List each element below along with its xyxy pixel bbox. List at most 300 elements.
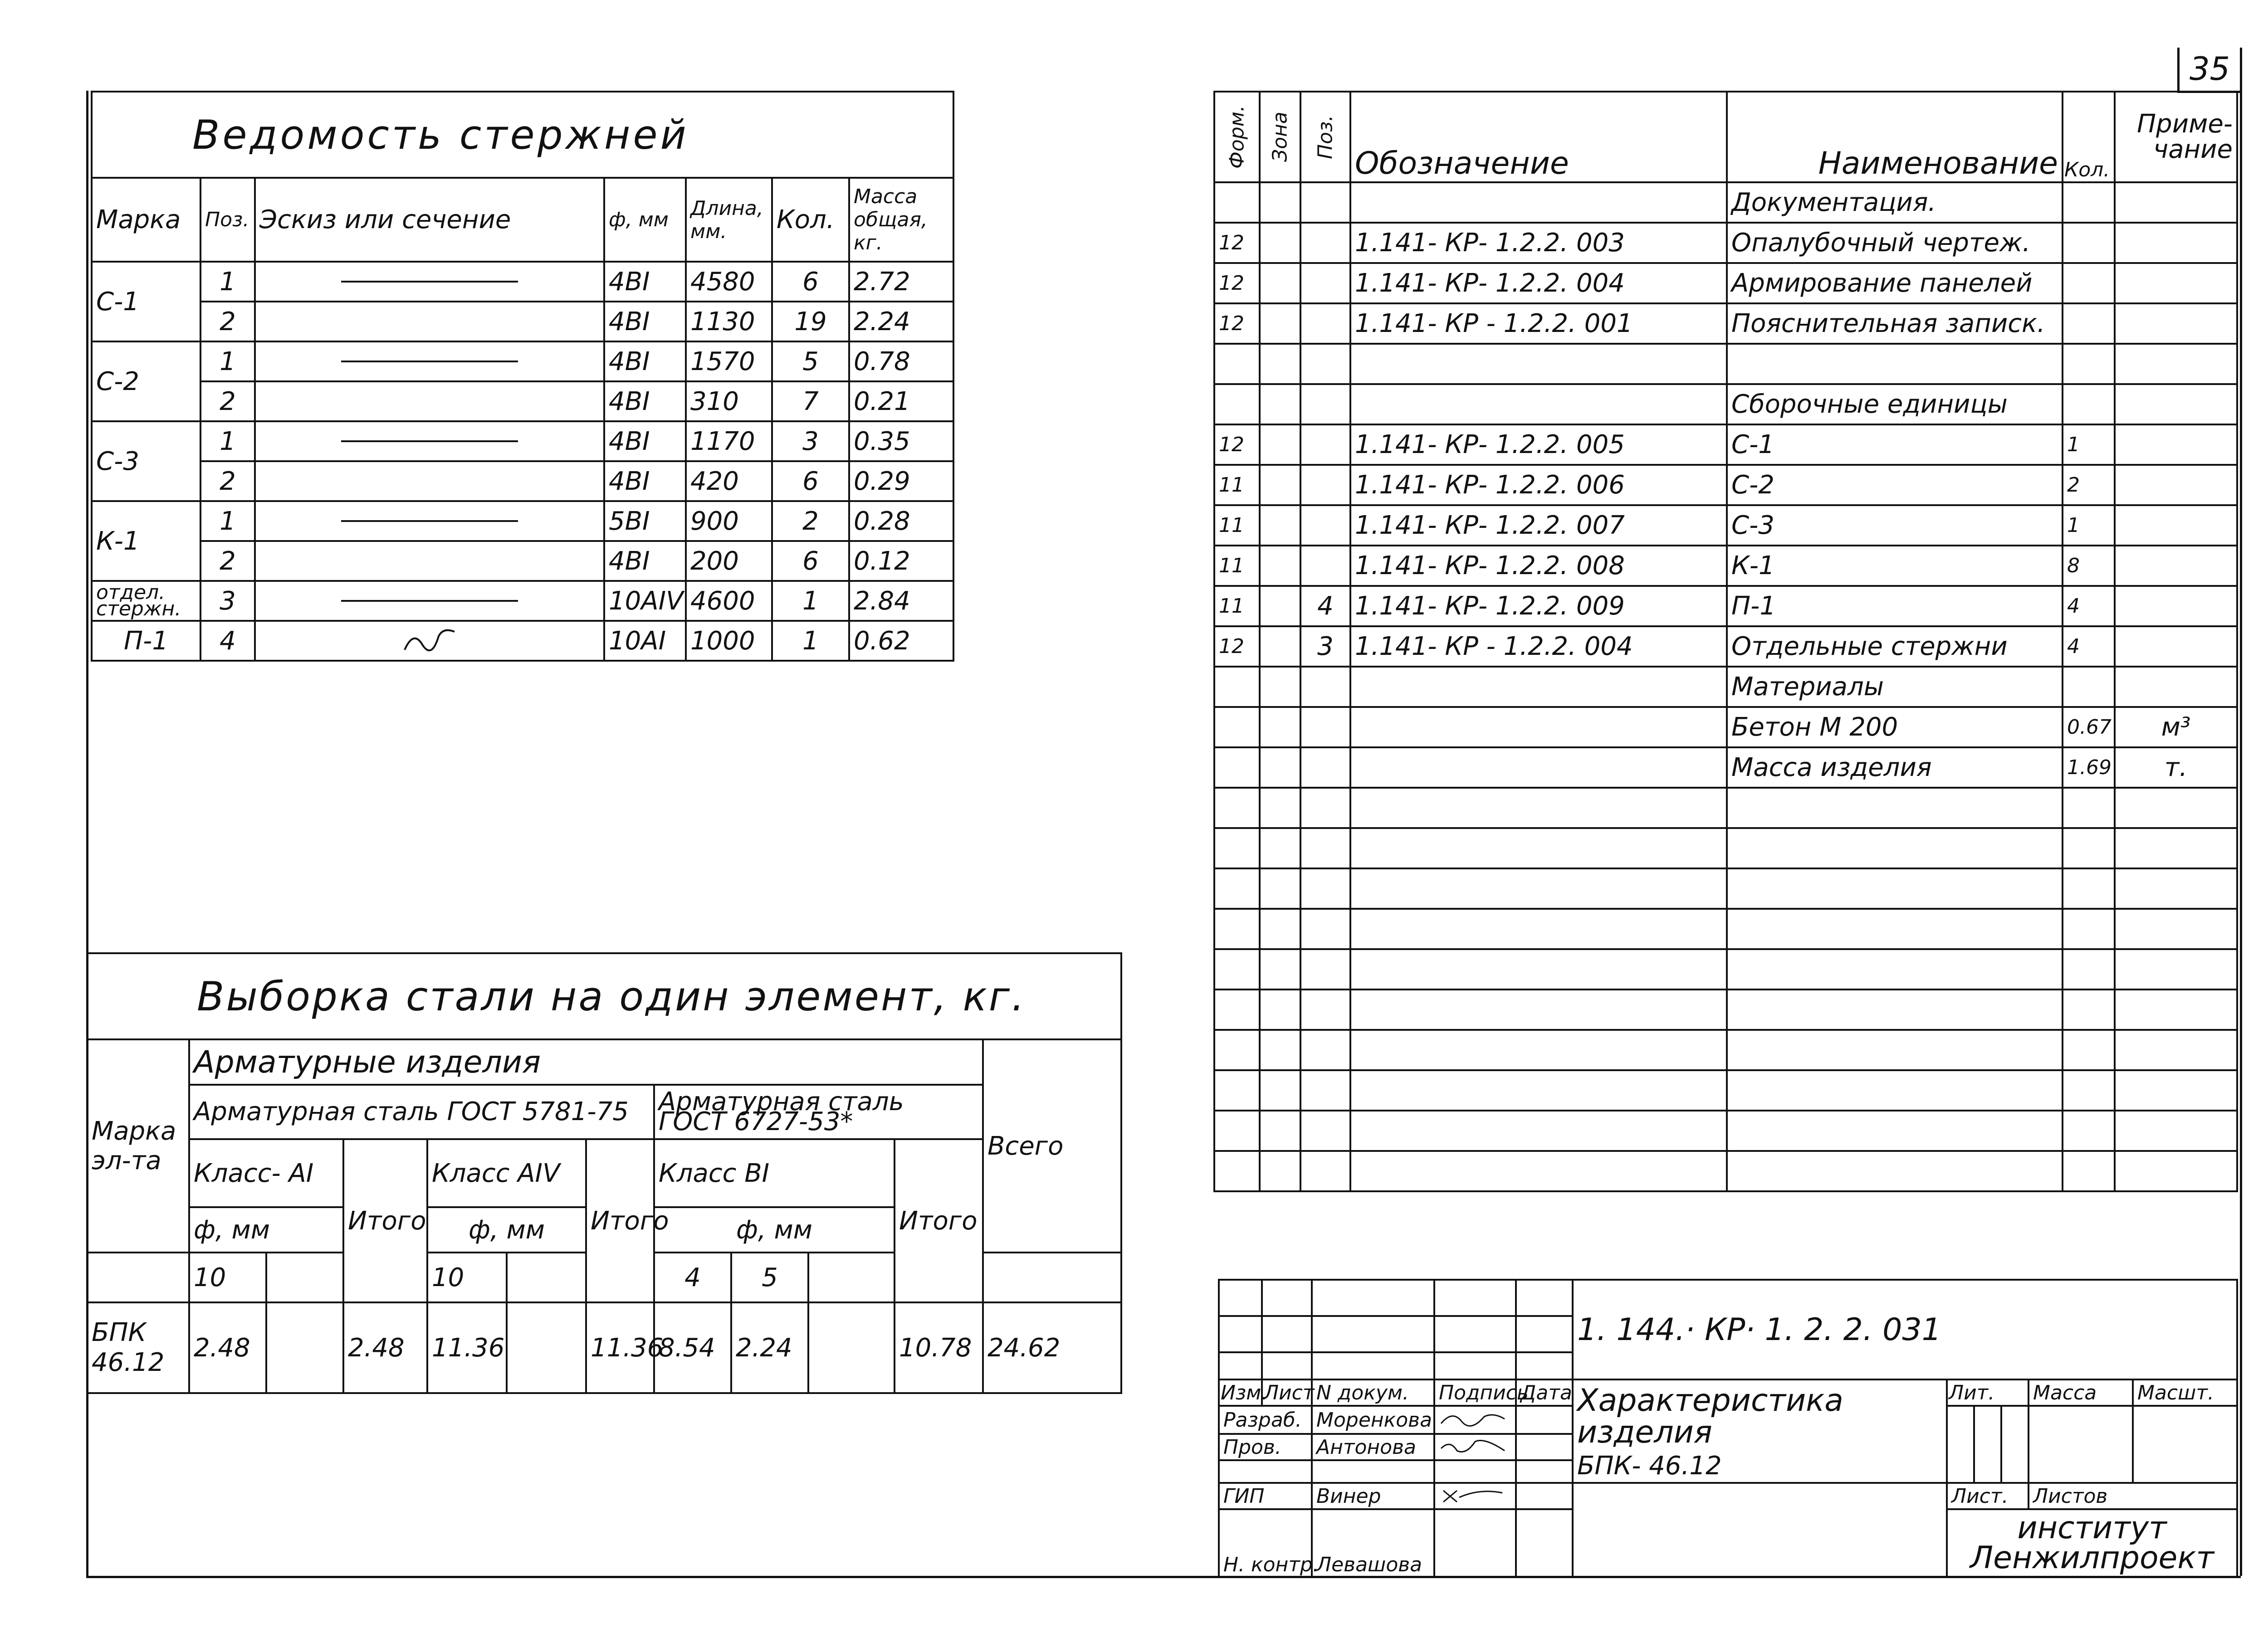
tb-signature: [1434, 1406, 1516, 1434]
spec-zone: [1260, 1151, 1300, 1191]
spec-designation: [1350, 182, 1727, 223]
a1-diam-value: 10: [189, 1253, 266, 1302]
spec-pos: [1300, 788, 1350, 828]
spec-qty: 2: [2063, 465, 2115, 505]
spec-pos: [1300, 384, 1350, 424]
spec-designation: [1350, 989, 1727, 1030]
spec-note: м³: [2115, 707, 2237, 747]
tb-cell: [1516, 1434, 1573, 1460]
bar-diam: 10АI: [604, 621, 686, 661]
steel-all-header: Всего: [983, 1039, 1121, 1253]
tb-cell: [2133, 1406, 2237, 1483]
spec-note: [2115, 263, 2237, 303]
bar-sketch: [255, 581, 604, 621]
spec-format: [1214, 707, 1260, 747]
spec-row: [1214, 626, 2237, 667]
bar-qty: 3: [772, 421, 849, 461]
spec-qty: [2063, 1151, 2115, 1191]
bar-diam: 4ВI: [604, 381, 686, 421]
spec-zone: [1260, 949, 1300, 989]
class-b1-header: Класс ВI: [654, 1139, 894, 1207]
tb-cell: [1516, 1460, 1573, 1483]
steel-all: 24.62: [983, 1302, 1121, 1393]
bar-qty: 19: [772, 302, 849, 341]
spec-name: [1727, 1111, 2063, 1151]
spec-zone: [1260, 182, 1300, 223]
bar-diam: 4ВI: [604, 461, 686, 501]
tb-cell: [1516, 1509, 1573, 1577]
spec-name: [1727, 1030, 2063, 1070]
header-sketch: Эскиз или сечение: [255, 178, 604, 262]
spec-pos: 4: [1300, 586, 1350, 626]
bar-pos: 4: [200, 621, 255, 661]
spec-designation: [1350, 949, 1727, 989]
spec-zone: [1260, 586, 1300, 626]
tb-cell: [1516, 1316, 1573, 1352]
spec-name: Масса изделия: [1727, 747, 2063, 788]
straight-bar-icon: [341, 281, 518, 283]
spec-pos: [1300, 667, 1350, 707]
spec-designation: 1.141- КР- 1.2.2. 004: [1350, 263, 1727, 303]
spec-note: [2115, 384, 2237, 424]
bar-sketch: [255, 302, 604, 341]
bar-qty: 5: [772, 341, 849, 381]
bar-pos: 1: [200, 262, 255, 302]
header-length: Длина, мм.: [686, 178, 772, 262]
bar-sketch: [255, 421, 604, 461]
spec-pos: [1300, 546, 1350, 586]
spec-note: [2115, 1070, 2237, 1111]
spec-format: [1214, 909, 1260, 949]
tb-role: Н. контр.: [1219, 1509, 1312, 1577]
spec-designation: [1350, 1070, 1727, 1111]
spec-format: 12: [1214, 303, 1260, 344]
spec-designation: [1350, 707, 1727, 747]
tb-cell: [1573, 1483, 1947, 1577]
tb-org1: институт: [2017, 1510, 2167, 1546]
bar-length: 200: [686, 541, 772, 581]
spec-name: Сборочные единицы: [1727, 384, 2063, 424]
spec-format: [1214, 182, 1260, 223]
steel-b1-total: 10.78: [894, 1302, 983, 1393]
spec-header-zone: Зона: [1260, 92, 1300, 182]
bar-sketch: [255, 262, 604, 302]
spec-note: [2115, 788, 2237, 828]
bar-qty: 2: [772, 501, 849, 541]
spec-zone: [1260, 384, 1300, 424]
spec-row: [1214, 949, 2237, 989]
tb-cell: [1516, 1280, 1573, 1316]
spec-pos: [1300, 505, 1350, 546]
spec-qty: [2063, 868, 2115, 909]
spec-pos: [1300, 424, 1350, 465]
class-a4-header: Класс АIV: [427, 1139, 586, 1207]
spec-format: [1214, 989, 1260, 1030]
steel-group-header: Арматурные изделия: [189, 1039, 983, 1085]
bar-length: 1130: [686, 302, 772, 341]
bar-pos: 1: [200, 421, 255, 461]
spec-row: [1214, 707, 2237, 747]
spec-row: [1214, 868, 2237, 909]
bar-mass: 2.24: [849, 302, 953, 341]
spec-format: 11: [1214, 586, 1260, 626]
spec-row: [1214, 424, 2237, 465]
spec-zone: [1260, 223, 1300, 263]
spec-table: [1213, 91, 2238, 1192]
class-a1-header: Класс- АI: [189, 1139, 343, 1207]
spec-qty: [2063, 1111, 2115, 1151]
title-block: [1218, 1279, 2238, 1578]
spec-format: [1214, 868, 1260, 909]
spec-zone: [1260, 707, 1300, 747]
spec-name: [1727, 989, 2063, 1030]
spec-name: Отдельные стержни: [1727, 626, 2063, 667]
spec-zone: [1260, 747, 1300, 788]
tb-cell: [1434, 1509, 1516, 1577]
spec-zone: [1260, 788, 1300, 828]
steel-mark-header: Марка эл-та: [87, 1039, 189, 1253]
tb-cell: [1312, 1352, 1434, 1379]
spec-zone: [1260, 828, 1300, 868]
spec-designation: 1.141- КР- 1.2.2. 006: [1350, 465, 1727, 505]
spec-pos: [1300, 465, 1350, 505]
spec-name: [1727, 909, 2063, 949]
tb-cell: [1434, 1460, 1516, 1483]
bar-length: 1000: [686, 621, 772, 661]
spec-qty: 1.69: [2063, 747, 2115, 788]
tb-signature: [1434, 1434, 1516, 1460]
spec-pos: [1300, 909, 1350, 949]
spec-pos: [1300, 1151, 1350, 1191]
spec-format: [1214, 667, 1260, 707]
spec-qty: [2063, 1070, 2115, 1111]
spec-qty: [2063, 344, 2115, 384]
signature-icon: [1439, 1486, 1507, 1504]
bar-sketch: [255, 501, 604, 541]
spec-qty: 1: [2063, 424, 2115, 465]
spec-pos: [1300, 182, 1350, 223]
spec-note: [2115, 1030, 2237, 1070]
spec-qty: [2063, 667, 2115, 707]
bar-diam: 4ВI: [604, 341, 686, 381]
bar-diam: 5ВI: [604, 501, 686, 541]
bar-qty: 6: [772, 262, 849, 302]
tb-sheet: Лист.: [1947, 1483, 2028, 1509]
spec-row: [1214, 747, 2237, 788]
bar-mark: П-1: [92, 621, 200, 661]
bar-mass: 0.78: [849, 341, 953, 381]
a4-diam-empty: [507, 1253, 586, 1302]
spec-format: [1214, 344, 1260, 384]
spec-row: [1214, 303, 2237, 344]
b1-diam-header: ф, мм: [654, 1207, 894, 1253]
tb-person: Винер: [1312, 1483, 1434, 1509]
spec-designation: [1350, 828, 1727, 868]
tb-lit: Лит.: [1947, 1379, 2028, 1406]
bar-mass: 0.28: [849, 501, 953, 541]
spec-pos: [1300, 949, 1350, 989]
tb-cell: [1312, 1316, 1434, 1352]
spec-pos: [1300, 263, 1350, 303]
spec-qty: [2063, 223, 2115, 263]
spec-name: Бетон М 200: [1727, 707, 2063, 747]
bar-length: 1170: [686, 421, 772, 461]
spec-zone: [1260, 1111, 1300, 1151]
bar-mark: С-2: [92, 341, 200, 421]
tb-product: БПК- 46.12: [1577, 1451, 1722, 1481]
spec-header-designation: Обозначение: [1350, 92, 1727, 182]
spec-note: [2115, 586, 2237, 626]
bar-mass: 0.35: [849, 421, 953, 461]
spec-pos: [1300, 868, 1350, 909]
spec-pos: [1300, 1030, 1350, 1070]
spec-qty: [2063, 182, 2115, 223]
spec-row: [1214, 909, 2237, 949]
spec-designation: [1350, 344, 1727, 384]
spec-note: [2115, 182, 2237, 223]
b1-diam-empty: [808, 1253, 894, 1302]
tb-cell: [2001, 1406, 2028, 1483]
tb-person: [1312, 1460, 1434, 1483]
tb-cell: [1516, 1352, 1573, 1379]
spec-note: [2115, 868, 2237, 909]
spec-designation: 1.141- КР- 1.2.2. 009: [1350, 586, 1727, 626]
tb-cell: [1219, 1280, 1262, 1316]
spec-note: [2115, 1151, 2237, 1191]
bar-pos: 1: [200, 341, 255, 381]
bar-sketch: [255, 541, 604, 581]
spec-designation: [1350, 909, 1727, 949]
bar-mass: 2.84: [849, 581, 953, 621]
spec-designation: 1.141- КР- 1.2.2. 003: [1350, 223, 1727, 263]
tb-person: Левашова: [1312, 1509, 1434, 1577]
header-mark: Марка: [92, 178, 200, 262]
spec-qty: 0.67: [2063, 707, 2115, 747]
spec-header-qty: Кол.: [2063, 92, 2115, 182]
spec-format: [1214, 384, 1260, 424]
spec-note: т.: [2115, 747, 2237, 788]
tb-org: [1947, 1509, 2237, 1577]
tb-cell: [1947, 1406, 1974, 1483]
straight-bar-icon: [341, 440, 518, 442]
spec-name: С-1: [1727, 424, 2063, 465]
spec-note: [2115, 949, 2237, 989]
spec-zone: [1260, 344, 1300, 384]
bar-mark: отдел. стержн.: [92, 581, 200, 621]
steel-table: [86, 952, 1122, 1394]
spec-row: [1214, 384, 2237, 424]
spec-designation: 1.141- КР- 1.2.2. 008: [1350, 546, 1727, 586]
spec-zone: [1260, 546, 1300, 586]
tb-role: [1219, 1460, 1312, 1483]
spec-qty: [2063, 909, 2115, 949]
spec-format: 12: [1214, 626, 1260, 667]
spec-row: [1214, 989, 2237, 1030]
spec-row: [1214, 546, 2237, 586]
spec-designation: 1.141- КР- 1.2.2. 005: [1350, 424, 1727, 465]
spec-note: [2115, 667, 2237, 707]
bar-diam: 4ВI: [604, 421, 686, 461]
bar-mass: 0.21: [849, 381, 953, 421]
bar-diam: 4ВI: [604, 262, 686, 302]
spec-qty: 4: [2063, 626, 2115, 667]
spec-designation: [1350, 667, 1727, 707]
spec-row: [1214, 182, 2237, 223]
spec-header-name: Наименование: [1727, 92, 2063, 182]
spec-name: [1727, 344, 2063, 384]
steel-b1-5: 2.24: [731, 1302, 808, 1393]
spec-row: [1214, 1151, 2237, 1191]
header-mass: Масса общая, кг.: [849, 178, 953, 262]
bar-diam: 4ВI: [604, 302, 686, 341]
tb-cell: [1219, 1352, 1262, 1379]
tb-hdr-date: Дата: [1516, 1379, 1573, 1406]
bar-qty: 7: [772, 381, 849, 421]
bar-length: 420: [686, 461, 772, 501]
steel-a4-10: 11.36: [427, 1302, 507, 1393]
bar-qty: 6: [772, 461, 849, 501]
spec-name: Материалы: [1727, 667, 2063, 707]
bar-length: 4580: [686, 262, 772, 302]
tb-mass: Масса: [2028, 1379, 2133, 1406]
tb-cell: [1434, 1316, 1516, 1352]
spec-row: [1214, 1111, 2237, 1151]
tb-cell: [1516, 1483, 1573, 1509]
bar-pos: 2: [200, 541, 255, 581]
bar-pos: 2: [200, 302, 255, 341]
spec-header-pos: Поз.: [1300, 92, 1350, 182]
bar-mass: 0.62: [849, 621, 953, 661]
spec-format: [1214, 788, 1260, 828]
steel-a1-total: 2.48: [343, 1302, 427, 1393]
spec-row: [1214, 505, 2237, 546]
spec-name: [1727, 949, 2063, 989]
bent-loop-icon: [402, 627, 457, 654]
bar-pos: 2: [200, 381, 255, 421]
spec-format: [1214, 1151, 1260, 1191]
tb-org2: Ленжилпроект: [1970, 1540, 2214, 1576]
bar-diam: 10АIV: [604, 581, 686, 621]
spec-format: 11: [1214, 546, 1260, 586]
bar-mass: 0.12: [849, 541, 953, 581]
tb-cell: [1974, 1406, 2001, 1483]
header-pos: Поз.: [200, 178, 255, 262]
steel-a1-10: 2.48: [189, 1302, 266, 1393]
spec-pos: [1300, 989, 1350, 1030]
bar-sketch: [255, 381, 604, 421]
spec-qty: 4: [2063, 586, 2115, 626]
bar-mark: К-1: [92, 501, 200, 581]
bar-length: 900: [686, 501, 772, 541]
spec-row: [1214, 1030, 2237, 1070]
spec-qty: [2063, 384, 2115, 424]
spec-qty: 1: [2063, 505, 2115, 546]
spec-format: 12: [1214, 263, 1260, 303]
bar-length: 310: [686, 381, 772, 421]
steel1-header: Арматурная сталь ГОСТ 5781-75: [189, 1085, 654, 1139]
spec-note: [2115, 626, 2237, 667]
spec-name: [1727, 1151, 2063, 1191]
tb-role: Разраб.: [1219, 1406, 1312, 1434]
spec-pos: [1300, 303, 1350, 344]
spec-zone: [1260, 1030, 1300, 1070]
spec-designation: [1350, 747, 1727, 788]
b1-diam-value-2: 5: [731, 1253, 808, 1302]
spec-format: [1214, 828, 1260, 868]
steel-a1-empty: [266, 1302, 343, 1393]
bar-pos: 3: [200, 581, 255, 621]
tb-cell: [1262, 1316, 1312, 1352]
spec-pos: [1300, 828, 1350, 868]
a4-diam-value: 10: [427, 1253, 507, 1302]
tb-title-text: Характеристика изделия: [1577, 1383, 1843, 1450]
a1-total-header: Итого: [343, 1139, 427, 1302]
spec-designation: [1350, 384, 1727, 424]
spec-row: [1214, 263, 2237, 303]
bars-table-title: Ведомость стержней: [92, 92, 953, 178]
a4-diam-header: ф, мм: [427, 1207, 586, 1253]
spec-row: [1214, 586, 2237, 626]
spec-designation: [1350, 1030, 1727, 1070]
spec-designation: [1350, 1111, 1727, 1151]
spec-qty: [2063, 949, 2115, 989]
spec-row: [1214, 667, 2237, 707]
spec-name: К-1: [1727, 546, 2063, 586]
spec-note: [2115, 223, 2237, 263]
spec-format: [1214, 1030, 1260, 1070]
spec-designation: 1.141- КР - 1.2.2. 001: [1350, 303, 1727, 344]
spec-name: Опалубочный чертеж.: [1727, 223, 2063, 263]
frame-right-border: [2240, 48, 2242, 1576]
spec-zone: [1260, 626, 1300, 667]
bar-qty: 1: [772, 621, 849, 661]
tb-code: 1. 144.· КР· 1. 2. 2. 031: [1573, 1280, 2237, 1379]
bar-mass: 0.29: [849, 461, 953, 501]
bar-sketch: [255, 621, 604, 661]
steel-a4-empty: [507, 1302, 586, 1393]
bar-pos: 1: [200, 501, 255, 541]
bar-length: 4600: [686, 581, 772, 621]
bar-mark: С-3: [92, 421, 200, 501]
spec-qty: 8: [2063, 546, 2115, 586]
spec-note: [2115, 1111, 2237, 1151]
spec-note: [2115, 909, 2237, 949]
spec-name: С-3: [1727, 505, 2063, 546]
a1-diam-empty: [266, 1253, 343, 1302]
spec-format: 11: [1214, 465, 1260, 505]
spec-note: [2115, 344, 2237, 384]
spec-header-format: Форм.: [1214, 92, 1260, 182]
spec-format: 12: [1214, 424, 1260, 465]
bar-pos: 2: [200, 461, 255, 501]
bar-qty: 1: [772, 581, 849, 621]
spec-designation: 1.141- КР- 1.2.2. 007: [1350, 505, 1727, 546]
a4-total-header: Итого: [586, 1139, 654, 1302]
tb-sheets: Листов: [2028, 1483, 2237, 1509]
tb-scale: Масшт.: [2133, 1379, 2237, 1406]
spec-pos: [1300, 344, 1350, 384]
spec-note: [2115, 465, 2237, 505]
spec-format: [1214, 949, 1260, 989]
tb-hdr-list: Лист: [1262, 1379, 1312, 1406]
steel2-header: Арматурная сталь ГОСТ 6727-53*: [654, 1085, 983, 1139]
spec-row: [1214, 1070, 2237, 1111]
bar-sketch: [255, 341, 604, 381]
spec-designation: [1350, 788, 1727, 828]
b1-total-header: Итого: [894, 1139, 983, 1302]
spec-zone: [1260, 263, 1300, 303]
bar-diam: 4ВI: [604, 541, 686, 581]
